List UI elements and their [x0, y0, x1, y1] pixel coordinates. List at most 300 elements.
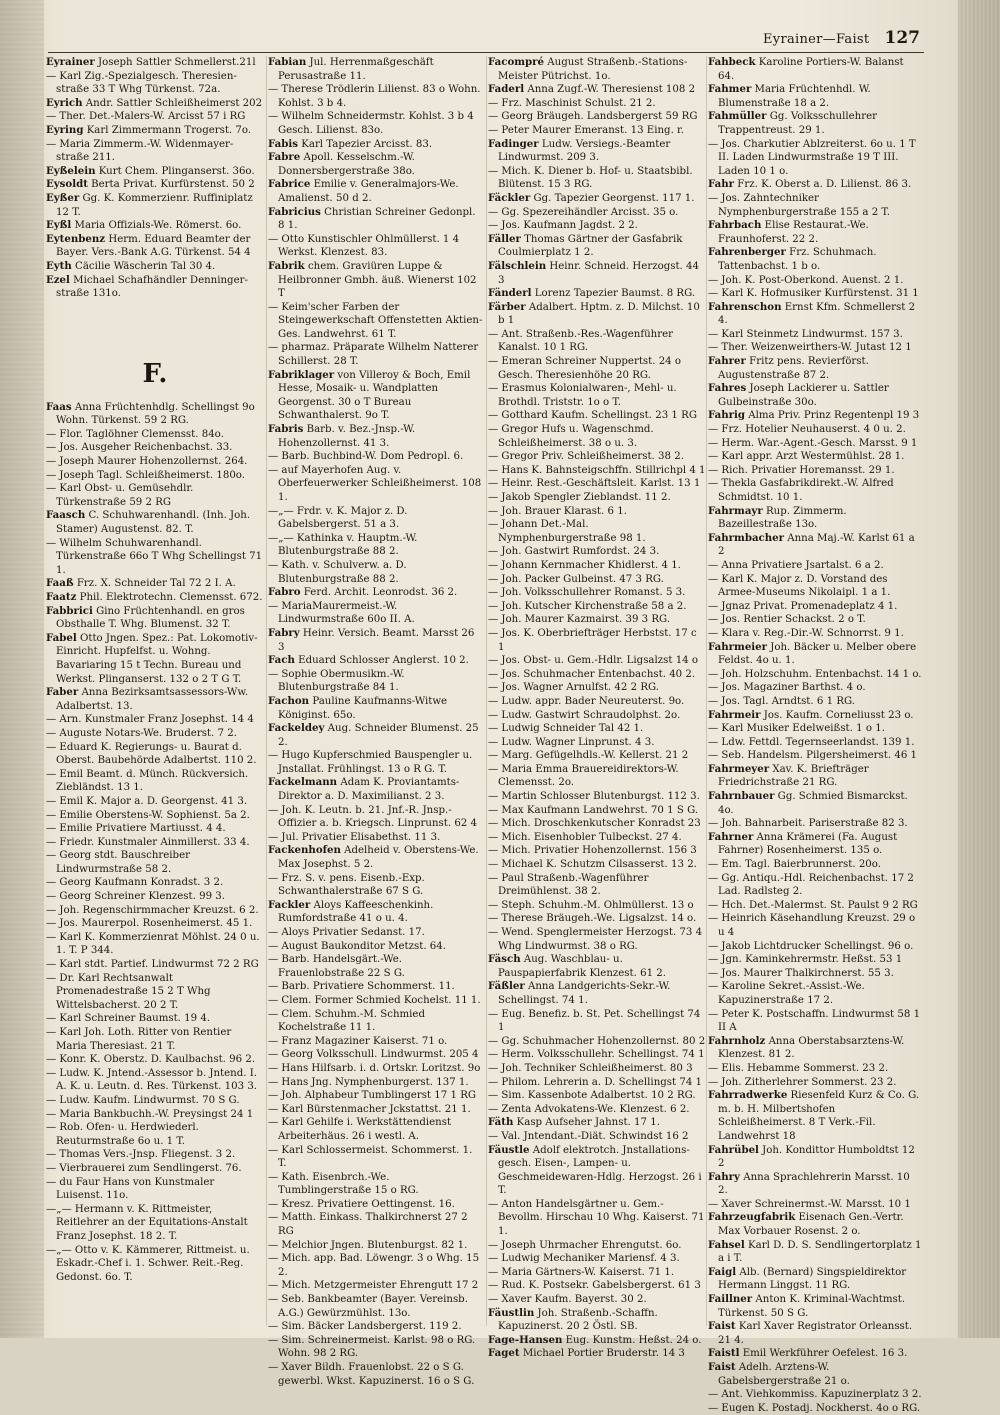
- directory-entry: Fahres Joseph Lackierer u. Sattler Gulbeinstraße 30o.: [708, 382, 889, 408]
- directory-entry: Faistl Emil Werkführer Oefelest. 16 3.: [708, 1347, 908, 1360]
- directory-entry: — Mich. Privatier Hohenzollernst. 156 3: [488, 845, 697, 857]
- directory-entry: — Jos. Obst- u. Gem.-Hdlr. Ligsalzst 14 o: [488, 655, 699, 667]
- directory-entry: — Jos. Ausgeher Reichenbachst. 33.: [46, 442, 233, 454]
- entry-surname: Fäller: [488, 232, 521, 245]
- directory-entry: — Maria Gärtners-W. Kaiserst. 71 1.: [488, 1266, 675, 1278]
- entry-surname: Eyring: [46, 123, 84, 136]
- directory-entry: — Xaver Kaufm. Bayerst. 30 2.: [488, 1294, 647, 1306]
- entry-surname: Eytenbenz: [46, 232, 106, 245]
- entry-surname: Fadinger: [488, 137, 539, 150]
- directory-entry: — Maria Zimmerm.-W. Widenmayer-straße 211.: [46, 138, 234, 164]
- directory-entry: — Eug. Benefiz. b. St. Pet. Schellingst 74 1: [488, 1008, 701, 1034]
- directory-entry: Fänderl Lorenz Tapezier Baumst. 8 RG.: [488, 287, 696, 300]
- directory-entry: Fahrmeier Joh. Bäcker u. Melber obere Feldst. 4o u. 1.: [708, 640, 917, 667]
- directory-entry: — Matth. Einkass. Thalkirchnerst 27 2 RG: [268, 1212, 468, 1238]
- directory-entry: Fahry Anna Sprachlehrerin Marsst. 10 2.: [708, 1170, 910, 1197]
- header-rule: [48, 52, 924, 53]
- directory-entry: Fahrradwerke Riesenfeld Kurz & Co. G. m. b. H. Milbertshofen Schleißheimerst. 8 T Verk.-Fil. Landwehrst 18: [708, 1089, 920, 1142]
- directory-entry: Fäsch Aug. Waschblau- u. Pauspapierfabrik Klenzest. 61 2.: [488, 953, 667, 979]
- entry-surname: Fahrbach: [708, 219, 762, 232]
- directory-entry: — Ldw. Fettdl. Tegernseerlandst. 139 1.: [708, 736, 915, 748]
- entry-surname: Fahrmeier: [708, 640, 768, 653]
- entry-surname: Fabris: [268, 423, 304, 436]
- directory-entry: Fabrik chem. Graviüren Luppe & Heilbronner Gmbh. äuß. Wienerst 102 T: [268, 259, 477, 300]
- right-page-edge: [958, 0, 1000, 1338]
- directory-entry: — Karl Steinmetz Lindwurmst. 157 3.: [708, 328, 903, 340]
- entry-surname: Fahrnbauer: [708, 790, 775, 803]
- directory-entry: Faist Karl Xaver Registrator Orleansst. 21 4.: [708, 1320, 913, 1346]
- column-divider: [486, 56, 487, 1326]
- directory-entry: — Melchior Jngen. Blutenburgst. 82 1.: [268, 1239, 468, 1251]
- directory-entry: — Franz Magaziner Kaiserst. 71 o.: [268, 1035, 448, 1047]
- directory-entry: — Ludw. appr. Bader Neureuterst. 9o.: [488, 695, 685, 707]
- directory-entry: — Joh. Brauer Klarast. 6 1.: [488, 505, 627, 517]
- directory-entry: Färber Adalbert. Hptm. z. D. Milchst. 10 b 1: [488, 300, 700, 327]
- entry-surname: Fahrer: [708, 355, 746, 368]
- directory-entry: Fage-Hansen Eug. Kunstm. Heßst. 24 o.: [488, 1333, 702, 1346]
- directory-entry: Faget Michael Portier Bruderstr. 14 3: [488, 1347, 685, 1360]
- directory-entry: — Joh. Volksschullehrer Romanst. 5 3.: [488, 587, 686, 599]
- directory-entry: — Hugo Kupferschmied Bauspengler u. Jnstallat. Frühlingst. 13 o R G. T.: [268, 750, 473, 775]
- entry-surname: Fabre: [268, 151, 301, 164]
- directory-entry: — Frz. Maschinist Schulst. 21 2.: [488, 97, 656, 109]
- directory-entry: — Joseph Maurer Hohenzollernst. 264.: [46, 456, 248, 468]
- directory-entry: — Georg Schreiner Klenzest. 99 3.: [46, 891, 226, 903]
- entry-surname: Fabrice: [268, 178, 311, 191]
- directory-entry: — Therese Trödlerin Lilienst. 83 o Wohn. Kohlst. 3 b 4.: [268, 84, 481, 109]
- directory-entry: —„— Frdr. v. K. Major z. D. Gabelsbergerst. 51 a 3.: [268, 505, 408, 531]
- directory-entry: — Joh. Techniker Schleißheimerst. 80 3: [488, 1062, 693, 1074]
- directory-entry: — Jos. Magaziner Barthst. 4 o.: [708, 682, 866, 694]
- directory-entry: — Michael K. Schutzm Cilsasserst. 13 2.: [488, 859, 697, 871]
- directory-entry: — Eugen K. Postadj. Nockherst. 4o o RG.: [708, 1402, 921, 1414]
- directory-entry: — Jgn. Kaminkehrermstr. Heßst. 53 1: [708, 954, 903, 966]
- directory-entry: Fahbeck Karoline Portiers-W. Balanst 64.: [708, 56, 904, 82]
- directory-entry: — Wilhelm Schneidermstr. Kohlst. 3 b 4 Gesch. Lilienst. 83o.: [268, 111, 474, 136]
- directory-entry: — Peter K. Postschaffn. Lindwurmst 58 1 II A: [708, 1008, 921, 1034]
- directory-entry: — Clem. Schuhm.-M. Schmied Kochelstraße 11 1.: [268, 1008, 425, 1034]
- entry-surname: Eyßelein: [46, 164, 96, 177]
- directory-entry: — Thomas Vers.-Jnsp. Fliegenst. 3 2.: [46, 1149, 236, 1161]
- directory-entry: — Jos. Maurer Thalkirchnerst. 55 3.: [708, 967, 894, 979]
- entry-surname: Faaß: [46, 577, 74, 590]
- directory-entry: — Karl Musiker Edelweißst. 1 o 1.: [708, 723, 885, 735]
- directory-entry: — Ludwig Mechaniker Mariensf. 4 3.: [488, 1253, 680, 1265]
- directory-entry: Fabbrici Gino Früchtenhandl. en gros Obsthalle T. Whg. Blumenst. 32 T.: [46, 604, 245, 631]
- directory-entry: — Georg Bräugeh. Landsbergerst 59 RG: [488, 111, 698, 123]
- directory-entry: Fahmüller Gg. Volksschullehrer Trappentreust. 29 1.: [708, 110, 877, 136]
- directory-entry: — Hans Hilfsarb. i. d. Ortskr. Loritzst. 9o: [268, 1062, 481, 1074]
- directory-entry: Fabriklager von Villeroy & Boch, Emil Hesse, Mosaik- u. Wandplatten Georgenst. 30 o T Bureau Schwanthalerst. 9o T.: [268, 368, 471, 422]
- directory-entry: — Sim. Schreinermeist. Karlst. 98 o RG. Wohn. 98 2 RG.: [268, 1334, 476, 1360]
- directory-entry: — Kath. Eisenbrch.-We. Tumblingerstraße 15 o RG.: [268, 1171, 419, 1197]
- entry-surname: Faderl: [488, 83, 525, 96]
- directory-entry: — Ludw. Gastwirt Schraudolphst. 2o.: [488, 709, 681, 721]
- directory-entry: — Georg Kaufmann Konradst. 3 2.: [46, 877, 224, 889]
- directory-entry: — MariaMaurermeist.-W. Lindwurmstraße 60o II. A.: [268, 600, 415, 626]
- directory-entry: — Maria Emma Brauereidirektors-W. Clemensst. 2o.: [488, 763, 679, 789]
- entry-surname: Fahrenberger: [708, 246, 786, 259]
- entry-surname: Fabel: [46, 631, 77, 644]
- directory-entry: Faist Adelh. Arztens-W. Gabelsbergerstraße 21 o.: [708, 1361, 850, 1387]
- directory-entry: — Joh. Bahnarbeit. Pariserstraße 82 3.: [708, 818, 908, 830]
- directory-entry: — pharmaz. Präparate Wilhelm Natterer Schillerst. 28 T.: [268, 342, 479, 368]
- column-divider: [266, 56, 267, 1326]
- directory-entry: — Herm. War.-Agent.-Gesch. Marsst. 9 1: [708, 437, 918, 449]
- directory-entry: — Xaver Bildh. Frauenlobst. 22 o S G. gewerbl. Wkst. Kapuzinerst. 16 o S G.: [268, 1362, 475, 1387]
- entry-surname: Faasch: [46, 509, 86, 522]
- directory-entry: Faillner Anton K. Kriminal-Wachtmst. Türkenst. 50 S G.: [708, 1293, 906, 1319]
- directory-entry: Eyßelein Kurt Chem. Plinganserst. 36o.: [46, 164, 255, 177]
- directory-entry: — Emilie Privatiere Martiusst. 4 4.: [46, 823, 226, 835]
- directory-entry: — August Baukonditor Metzst. 64.: [268, 940, 447, 952]
- directory-entry: — Gotthard Kaufm. Schellingst. 23 1 RG: [488, 410, 697, 422]
- directory-entry: — Wilhelm Schuhwarenhandl. Türkenstraße 66o T Whg Schellingst 71 1.: [46, 537, 263, 576]
- directory-entry: — Sophie Obermusikm.-W. Blutenburgstraße 84 1.: [268, 668, 405, 694]
- directory-entry: — Clem. Former Schmied Kochelst. 11 1.: [268, 994, 481, 1006]
- directory-entry: — Georg stdt. Bauschreiber Lindwurmstraße 58 2.: [46, 850, 190, 875]
- directory-entry: — Ant. Straßenb.-Res.-Wagenführer Kanalst. 10 1 RG.: [488, 328, 674, 354]
- directory-entry: Fachon Pauline Kaufmanns-Witwe Königinst. 65o.: [268, 694, 448, 721]
- directory-entry: — Jos. Maurerpol. Rosenheimerst. 45 1.: [46, 918, 253, 930]
- entry-surname: Fahry: [708, 1170, 740, 1183]
- directory-entry: Eyrainer Joseph Sattler Schmellerst.21l: [46, 56, 256, 68]
- directory-entry: Fäustle Adolf elektrotch. Jnstallations-gesch. Eisen-, Lampen- u. Geschmeidewaren-Hdlg. Herzogst. 26 i T.: [488, 1143, 702, 1197]
- directory-entry: — Sim. Kassenbote Adalbertst. 10 2 RG.: [488, 1090, 696, 1102]
- directory-entry: Fahmer Maria Früchtenhdl. W. Blumenstraße 18 a 2.: [708, 83, 871, 109]
- directory-entry: Fahrmeir Jos. Kaufm. Corneliusst 23 o.: [708, 708, 914, 721]
- entry-surname: Fäckler: [488, 191, 531, 204]
- directory-entry: — Hch. Det.-Malermst. St. Paulst 9 2 RG: [708, 899, 918, 911]
- directory-entry: — Karl Bürstenmacher Jckstattst. 21 1.: [268, 1103, 471, 1115]
- directory-entry: Fabris Barb. v. Bez.-Jnsp.-W. Hohenzollernst. 41 3.: [268, 423, 416, 449]
- directory-entry: — Ludw. Wagner Linprunst. 4 3.: [488, 736, 655, 748]
- entry-surname: Fahrnholz: [708, 1034, 766, 1047]
- entry-surname: Faillner: [708, 1293, 753, 1306]
- directory-entry: Fackelmann Adam K. Proviantamts-Direktor a. D. Maximilianst. 2 3.: [268, 776, 460, 803]
- directory-entry: — Jgnaz Privat. Promenadeplatz 4 1.: [708, 600, 898, 612]
- entry-surname: Fäsch: [488, 953, 521, 966]
- directory-entry: — Mich. app. Bad. Löwengr. 3 o Whg. 15 2.: [268, 1253, 480, 1278]
- directory-entry: — Kath. v. Schulverw. a. D. Blutenburgstraße 88 2.: [268, 559, 407, 585]
- directory-entry: Fahrenschon Ernst Kfm. Schmellerst 2 4.: [708, 300, 916, 327]
- directory-entry: — Joseph Tagl. Schleißheimerst. 180o.: [46, 469, 245, 481]
- column-2: [268, 56, 484, 1387]
- entry-surname: Eyßer: [46, 191, 80, 204]
- directory-entry: — Karl Joh. Loth. Ritter von Rentier Maria Theresiast. 21 T.: [46, 1027, 232, 1052]
- entry-surname: Fahbeck: [708, 56, 756, 68]
- directory-entry: — Joh. Zitherlehrer Sommerst. 23 2.: [708, 1076, 897, 1088]
- directory-entry: Eytenbenz Herm. Eduard Beamter der Bayer. Vers.-Bank A.G. Türkenst. 54 4: [46, 232, 251, 259]
- directory-entry: — Barb. Buchbind-W. Dom Pedropl. 6.: [268, 451, 464, 463]
- directory-entry: — Martin Schlosser Blutenburgst. 112 3.: [488, 791, 700, 803]
- directory-entry: Fahrnbauer Gg. Schmied Bismarckst. 4o.: [708, 790, 908, 816]
- directory-entry: — Aloys Privatier Sedanst. 17.: [268, 927, 425, 938]
- directory-entry: — Jakob Lichtdrucker Schellingst. 96 o.: [708, 940, 914, 952]
- directory-entry: — Max Kaufmann Landwehrst. 70 1 S G.: [488, 804, 699, 816]
- column-divider: [706, 56, 707, 1326]
- entry-surname: Fäustle: [488, 1143, 530, 1156]
- directory-entry: Fahrnholz Anna Oberstabsarztens-W. Klenzest. 81 2.: [708, 1034, 905, 1061]
- entry-surname: Fäßler: [488, 980, 525, 993]
- directory-entry: — Gg. Antiqu.-Hdl. Reichenbachst. 17 2 Lad. Radlsteg 2.: [708, 872, 914, 898]
- directory-entry: Fäth Kasp Aufseher Jahnst. 17 1.: [488, 1116, 660, 1129]
- entry-surname: Fahr: [708, 178, 735, 191]
- directory-entry: — Klara v. Reg.-Dir.-W. Schnorrst. 9 1.: [708, 627, 904, 639]
- directory-entry: Fabel Otto Jngen. Spez.: Pat. Lokomotiv-Einricht. Hupfelfst. u. Wohng. Bavariaring 15 t Techn. Bureau und Werkst. Plinganserst. 132 o 2 T G T.: [46, 631, 258, 685]
- directory-entry: Fahrmbacher Anna Maj.-W. Karlst 61 a 2: [708, 531, 915, 558]
- column-3: [488, 56, 706, 1360]
- entry-surname: Eyrainer: [46, 56, 95, 68]
- directory-entry: — Anna Privatiere Jsartalst. 6 a 2.: [708, 559, 884, 571]
- directory-entry: Eyßl Maria Offizials-We. Römerst. 6o.: [46, 219, 242, 232]
- entry-surname: Faber: [46, 686, 79, 699]
- entry-surname: Fäustlin: [488, 1306, 535, 1319]
- entry-surname: Fackenhofen: [268, 844, 341, 857]
- entry-surname: Ezel: [46, 273, 70, 286]
- entry-surname: Faatz: [46, 591, 77, 603]
- directory-entry: — Ludwig Schneider Tal 42 1.: [488, 723, 644, 735]
- entry-surname: Fahrübel: [708, 1143, 759, 1156]
- directory-entry: Fabry Heinr. Versich. Beamt. Marsst 26 3: [268, 626, 475, 653]
- entry-surname: Färber: [488, 300, 526, 313]
- directory-entry: Faasch C. Schuhwarenhandl. (Inh. Joh. Stamer) Augustenst. 82. T.: [46, 509, 251, 536]
- directory-entry: — Flor. Taglöhner Clemensst. 84o.: [46, 428, 224, 440]
- directory-entry: — Joh. Regenschirmmacher Kreuzst. 6 2.: [46, 904, 259, 916]
- directory-entry: — Mich. Eisenhobler Tulbeckst. 27 4.: [488, 831, 682, 843]
- directory-entry: Fäckler Gg. Tapezier Georgenst. 117 1.: [488, 191, 695, 204]
- directory-entry: —„— Kathinka v. Hauptm.-W. Blutenburgstraße 88 2.: [268, 532, 418, 558]
- entry-surname: Fälschlein: [488, 259, 547, 272]
- directory-entry: — Jos. Wagner Arnulfst. 42 2 RG.: [488, 682, 660, 694]
- directory-entry: — Wend. Spenglermeister Herzogst. 73 4 Whg Lindwurmst. 38 o RG.: [488, 927, 703, 952]
- directory-entry: Eyth Cäcilie Wäscherin Tal 30 4.: [46, 259, 216, 272]
- directory-entry: — Jos. Kaufmann Jagdst. 2 2.: [488, 220, 638, 232]
- entry-surname: Fänderl: [488, 287, 532, 300]
- directory-entry: — Maria Bankbuchh.-W. Preysingst 24 1: [46, 1108, 254, 1120]
- entry-surname: Fahrenschon: [708, 300, 782, 313]
- directory-entry: Fackenhofen Adelheid v. Oberstens-We. Max Josephst. 5 2.: [268, 844, 479, 871]
- entry-surname: Facompré: [488, 56, 545, 68]
- directory-entry: — Emil Beamt. d. Münch. Rückversich. Ziebländst. 13 1.: [46, 768, 249, 794]
- entry-surname: Fahres: [708, 382, 747, 395]
- directory-entry: — Heinr. Rest.-Geschäftsleit. Karlst. 13 1: [488, 478, 701, 490]
- page-header: [560, 28, 920, 52]
- directory-entry: — Jos. Zahntechniker Nymphenburgerstraße 155 a 2 T.: [708, 192, 890, 218]
- entry-surname: Fahrmeyer: [708, 762, 770, 775]
- directory-entry: — Karl appr. Arzt Westermühlst. 28 1.: [708, 451, 905, 463]
- directory-entry: — Ther. Weizenweirthers-W. Jutast 12 1: [708, 342, 912, 354]
- directory-entry: — Friedr. Kunstmaler Ainmillerst. 33 4.: [46, 836, 250, 848]
- directory-entry: Eyrich Andr. Sattler Schleißheimerst 202: [46, 96, 263, 109]
- directory-entry: Fahrer Fritz pens. Revierförst. Augustenstraße 87 2.: [708, 355, 869, 381]
- entry-surname: Fahrig: [708, 409, 746, 422]
- directory-entry: — Herm. Volksschullehr. Schellingst. 74 1: [488, 1049, 705, 1061]
- directory-entry: — Rud. K. Postsekr. Gabelsbergerst. 61 3: [488, 1280, 701, 1292]
- directory-entry: — Hans Jng. Nymphenburgerst. 137 1.: [268, 1076, 469, 1088]
- directory-entry: — Johann Kernmacher Khidlerst. 4 1.: [488, 559, 681, 571]
- directory-entry: — du Faur Hans von Kunstmaler Luisenst. 11o.: [46, 1176, 215, 1202]
- directory-entry: Fälschlein Heinr. Schneid. Herzogst. 44 3: [488, 259, 699, 286]
- directory-entry: Fahrmayr Rup. Zimmerm. Bazeillestraße 13o.: [708, 504, 847, 531]
- directory-entry: Fabro Ferd. Archit. Leonrodst. 36 2.: [268, 586, 458, 599]
- directory-entry: Ezel Michael Schafhändler Denninger-straße 131o.: [46, 273, 248, 300]
- entry-surname: Fabbrici: [46, 604, 93, 617]
- directory-entry: — Xaver Schreinermst.-W. Marsst. 10 1: [708, 1198, 911, 1210]
- directory-entry: — Hans K. Bahnsteigschffn. Stillrichpl 4 1: [488, 464, 706, 476]
- directory-entry: Fahrbach Elise Restaurat.-We. Fraunhoferst. 22 2.: [708, 219, 869, 245]
- directory-entry: Fahrenberger Frz. Schuhmach. Tattenbachst. 1 b o.: [708, 246, 877, 272]
- directory-entry: Fabis Karl Tapezier Arcisst. 83.: [268, 137, 433, 150]
- directory-entry: Fabricius Christian Schreiner Gedonpl. 8 1.: [268, 205, 476, 232]
- directory-entry: — Emilie Oberstens-W. Sophienst. 5a 2.: [46, 809, 250, 821]
- directory-entry: — Erasmus Kolonialwaren-, Mehl- u. Brothdl. Triststr. 1o o T.: [488, 383, 677, 408]
- directory-entry: — Otto Kunstischler Ohlmüllerst. 1 4 Werkst. Klenzest. 83.: [268, 233, 460, 259]
- directory-entry: — Emeran Schreiner Nuppertst. 24 o Gesch. Theresienhöhe 20 RG.: [488, 356, 682, 381]
- directory-entry: — Emil K. Major a. D. Georgenst. 41 3.: [46, 795, 248, 807]
- directory-entry: Faatz Phil. Elektrotechn. Clemensst. 672.: [46, 591, 263, 603]
- directory-entry: Faaß Frz. X. Schneider Tal 72 2 I. A.: [46, 577, 236, 590]
- directory-entry: — Karl Schlossermeist. Schommerst. 1. T.: [268, 1144, 473, 1170]
- directory-entry: Fabre Apoll. Kesselschm.-W. Donnersbergerstraße 38o.: [268, 151, 415, 177]
- column-1: [46, 56, 264, 1326]
- entry-surname: Fahrner: [708, 830, 754, 843]
- directory-entry: —„— Otto v. K. Kämmerer, Rittmeist. u. Eskadr.-Chef i. 1. Schwer. Reit.-Reg. Gedonst. 6o. T.: [46, 1244, 250, 1283]
- directory-entry: Fäustlin Joh. Straßenb.-Schaffn. Kapuzinerst. 20 2 Östl. SB.: [488, 1306, 658, 1333]
- directory-entry: Faber Anna Bezirksamtsassessors-Ww. Adalbertst. 13.: [46, 686, 249, 712]
- entry-surname: Fahmüller: [708, 110, 767, 123]
- directory-entry: — Arn. Kunstmaler Franz Josephst. 14 4: [46, 714, 254, 726]
- directory-entry: Fadinger Ludw. Versiegs.-Beamter Lindwurmst. 209 3.: [488, 137, 671, 164]
- entry-surname: Fahsel: [708, 1238, 745, 1251]
- entry-surname: Eysoldt: [46, 178, 88, 191]
- entry-surname: Faist: [708, 1320, 736, 1333]
- directory-entry: — Steph. Schuhm.-M. Ohlmüllerst. 13 o: [488, 899, 694, 911]
- entry-surname: Fabry: [268, 626, 300, 639]
- directory-entry: — Karl Zig.-Spezialgesch. Theresien-straße 33 T Whg Türkenst. 72a.: [46, 70, 237, 96]
- directory-entry: Fabrice Emilie v. Generalmajors-We. Amalienst. 50 d 2.: [268, 178, 459, 204]
- directory-entry: Fackeldey Aug. Schneider Blumenst. 25 2.: [268, 722, 479, 748]
- directory-entry: Eyßer Gg. K. Kommerzienr. Ruffiniplatz 12 T.: [46, 191, 253, 218]
- directory-entry: — Karl Obst- u. Gemüsehdlr. Türkenstraße 59 2 RG: [46, 483, 194, 508]
- entry-surname: Fahmer: [708, 83, 752, 96]
- directory-entry: — Joh. Maurer Kazmairst. 39 3 RG.: [488, 614, 671, 626]
- directory-entry: — Joh. K. Post-Oberkond. Auenst. 2 1.: [708, 274, 904, 286]
- left-page-edge: [0, 0, 44, 1338]
- entry-surname: Fahrmeir: [708, 708, 761, 721]
- directory-entry: — Sim. Bäcker Landsbergerst. 119 2.: [268, 1321, 462, 1333]
- directory-entry: — Jos. K. Oberbriefträger Herbstst. 17 c 1: [488, 627, 697, 653]
- directory-entry: —„— Hermann v. K. Rittmeister, Reitlehrer an der Equitations-Anstalt Franz Josephst. 18 2. T.: [46, 1203, 248, 1242]
- directory-entry: Fäßler Anna Landgerichts-Sekr.-W. Schellingst. 74 1.: [488, 980, 671, 1006]
- directory-entry: — Rob. Ofen- u. Herdwiederl. Reuturmstraße 6o u. 1 T.: [46, 1122, 199, 1147]
- directory-entry: — Joh. Holzschuhm. Entenbachst. 14 1 o.: [708, 668, 922, 680]
- directory-entry: Fahrzeugfabrik Eisenach Gen.-Vertr. Max Vorbauer Rosenst. 2 o.: [708, 1211, 904, 1238]
- directory-entry: — Seb. Bankbeamter (Bayer. Vereinsb. A.G.) Gewürzmühlst. 13o.: [268, 1294, 468, 1319]
- section-gap: [46, 301, 264, 341]
- entry-surname: Eyrich: [46, 96, 83, 109]
- entry-surname: Fahrmbacher: [708, 531, 785, 544]
- directory-entry: Fahrig Alma Priv. Prinz Regentenpl 19 3: [708, 409, 920, 422]
- directory-entry: Fahr Frz. K. Oberst a. D. Lilienst. 86 3.: [708, 178, 912, 191]
- directory-entry: — auf Mayerhofen Aug. v. Oberfeuerwerker Schleißheimerst. 108 1.: [268, 464, 482, 503]
- directory-entry: — Karl stdt. Partief. Lindwurmst 72 2 RG: [46, 959, 259, 971]
- entry-surname: Faigl: [708, 1265, 737, 1278]
- entry-surname: Fahrmayr: [708, 504, 763, 517]
- directory-entry: — Karl K. Major z. D. Vorstand des Armee-Museums Nikolaipl. 1 a 1.: [708, 573, 891, 599]
- entry-surname: Faistl: [708, 1347, 740, 1360]
- entry-surname: Eyth: [46, 259, 72, 272]
- directory-entry: — Elis. Hebamme Sommerst. 23 2.: [708, 1062, 889, 1074]
- directory-entry: — Vierbrauerei zum Sendlingerst. 76.: [46, 1162, 242, 1174]
- directory-entry: — Johann Det.-Mal. Nymphenburgerstraße 98 1.: [488, 519, 646, 544]
- directory-entry: Faderl Anna Zugf.-W. Theresienst 108 2: [488, 83, 696, 96]
- directory-entry: — Frz. S. v. pens. Eisenb.-Exp. Schwanthalerstraße 67 S G.: [268, 872, 425, 898]
- directory-entry: — Auguste Notars-We. Bruderst. 7 2.: [46, 727, 237, 739]
- directory-entry: — Joseph Uhrmacher Ehrengutst. 6o.: [488, 1239, 682, 1251]
- directory-entry: — Jos. Charkutier Ablzreiterst. 6o u. 1 T II. Laden Lindwurmstraße 19 T III. Laden 10 1 o.: [708, 138, 916, 177]
- directory-entry: — Dr. Karl Rechtsanwalt Promenadestraße 15 2 T Whg Wittelsbacherst. 20 2 T.: [46, 972, 211, 1011]
- directory-entry: Fackler Aloys Kaffeeschenkinh. Rumfordstraße 41 o u. 4.: [268, 898, 434, 925]
- directory-entry: — Peter Maurer Emeranst. 13 Eing. r.: [488, 124, 685, 136]
- entry-surname: Fackler: [268, 898, 311, 911]
- directory-entry: — Gregor Hufs u. Wagenschmd. Schleißheimerst. 38 o u. 3.: [488, 424, 654, 449]
- entry-surname: Fackeldey: [268, 722, 325, 735]
- directory-entry: — Ant. Viehkommiss. Kapuzinerplatz 3 2.: [708, 1389, 922, 1401]
- directory-entry: — Thekla Gasfabrikdirekt.-W. Alfred Schmidtst. 10 1.: [708, 478, 894, 503]
- directory-entry: Fabian Jul. Herrenmaßgeschäft Perusastraße 11.: [268, 56, 434, 82]
- directory-entry: Fach Eduard Schlosser Anglerst. 10 2.: [268, 654, 469, 667]
- directory-entry: — Heinrich Käsehandlung Kreuzst. 29 o u 4: [708, 913, 916, 938]
- directory-entry: Fahrner Anna Krämerei (Fa. August Fahrner) Rosenheimerst. 135 o.: [708, 830, 898, 857]
- directory-entry: — Zenta Advokatens-We. Klenzest. 6 2.: [488, 1103, 690, 1115]
- directory-entry: — Ther. Det.-Malers-W. Arcisst 57 i RG: [46, 111, 246, 123]
- directory-entry: — Jos. Tagl. Arndtst. 6 1 RG.: [708, 695, 856, 707]
- directory-entry: Faigl Alb. (Bernard) Singspieldirektor Hermann Linggst. 11 RG.: [708, 1265, 907, 1292]
- directory-entry: — Joh. Kutscher Kirchenstraße 58 a 2.: [488, 600, 687, 612]
- directory-entry: — Karl Schreiner Baumst. 19 4.: [46, 1013, 211, 1025]
- directory-entry: — Ludw. K. Jntend.-Assessor b. Jntend. I. A. K. u. Leutn. d. Res. Türkenst. 103 3.: [46, 1067, 258, 1093]
- directory-entry: — Jos. Rentier Schackst. 2 o T.: [708, 614, 866, 626]
- directory-entry: — Rich. Privatier Horemansst. 29 1.: [708, 464, 895, 476]
- directory-entry: — Joh. Packer Gulbeinst. 47 3 RG.: [488, 573, 664, 585]
- directory-entry: — Barb. Privatiere Schommerst. 11.: [268, 981, 455, 993]
- directory-entry: — Eduard K. Regierungs- u. Baurat d. Oberst. Baubehörde Adalbertst. 110 2.: [46, 741, 257, 767]
- directory-entry: — Jakob Spengler Zieblandst. 11 2.: [488, 492, 671, 503]
- entry-surname: Fabricius: [268, 205, 321, 218]
- directory-entry: — Em. Tagl. Baierbrunnerst. 20o.: [708, 859, 881, 871]
- column-4: [708, 56, 922, 1414]
- directory-entry: — Joh. Gastwirt Rumfordst. 24 3.: [488, 546, 660, 558]
- entry-surname: Fabian: [268, 56, 307, 68]
- entry-surname: Fabrik: [268, 259, 305, 272]
- entry-surname: Faas: [46, 400, 72, 413]
- directory-entry: Fahsel Karl D. D. S. Sendlingertorplatz 1 a i T.: [708, 1238, 922, 1265]
- directory-entry: Faas Anna Früchtenhdlg. Schellingst 9o Wohn. Türkenst. 59 2 RG.: [46, 400, 255, 427]
- entry-surname: Faist: [708, 1361, 736, 1373]
- directory-entry: — Val. Jntendant.-Diät. Schwindst 16 2: [488, 1130, 689, 1142]
- directory-entry: Facompré August Straßenb.-Stations-Meister Pütrichst. 1o.: [488, 56, 688, 82]
- directory-entry: — Therese Bräugeh.-We. Ligsalzst. 14 o.: [488, 913, 697, 925]
- entry-surname: Faget: [488, 1347, 520, 1360]
- directory-entry: — Seb. Handelsm. Pilgersheimerst. 46 1: [708, 750, 918, 762]
- directory-entry: — Karl Gehilfe i. Werkstättendienst Arbeiterhäus. 26 i westl. A.: [268, 1117, 452, 1142]
- directory-entry: — Barb. Handelsgärt.-We. Frauenlobstraße 22 S G.: [268, 954, 405, 979]
- directory-entry: — Jos. Schuhmacher Entenbachst. 40 2.: [488, 668, 696, 680]
- entry-surname: Fackelmann: [268, 776, 338, 789]
- directory-entry: — Mich. Metzgermeister Ehrengutt 17 2: [268, 1280, 479, 1292]
- directory-entry: Eysoldt Berta Privat. Kurfürstenst. 50 2: [46, 178, 255, 191]
